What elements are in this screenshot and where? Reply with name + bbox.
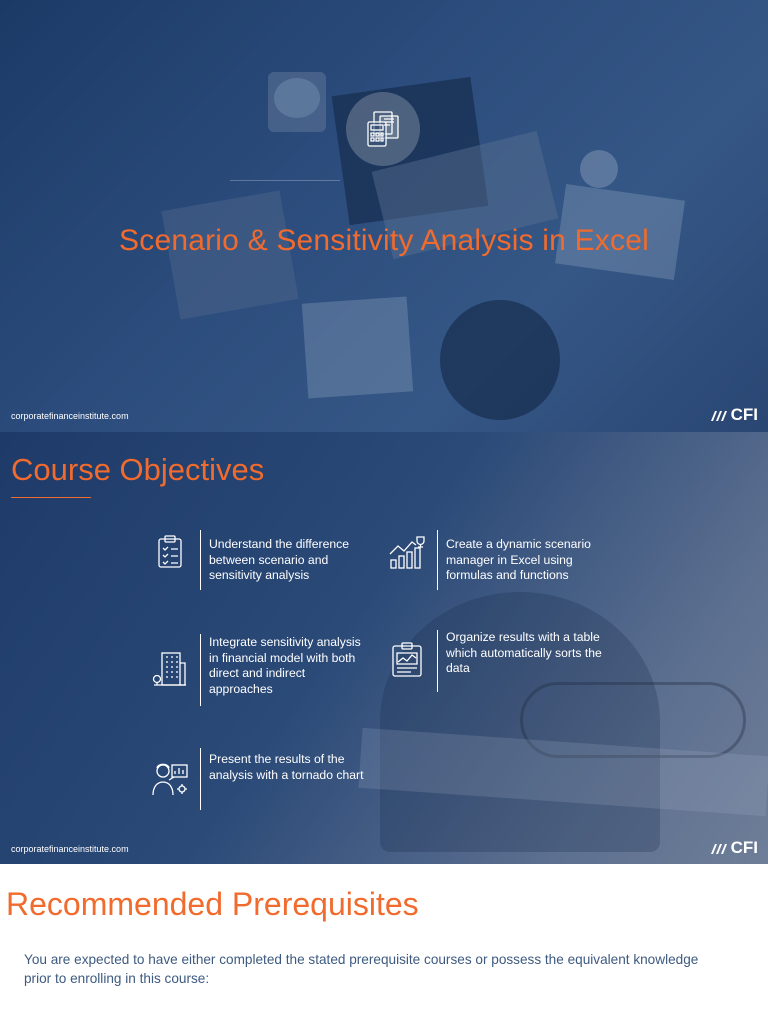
cfi-logo-icon: [711, 841, 729, 855]
course-icon-badge: [346, 92, 420, 166]
cfi-logo-text: CFI: [730, 838, 758, 857]
slide-title: Scenario & Sensitivity Analysis in Excel: [119, 224, 649, 257]
cfi-logo: [711, 838, 758, 858]
cfi-logo-text: CFI: [730, 405, 758, 424]
background-cup: [580, 150, 618, 188]
slide-title: Course Objectives: [11, 452, 265, 487]
objective-text: Integrate sensitivity analysis in financial model with both direct and indirect approaches: [209, 635, 361, 696]
objective-item: [148, 634, 367, 706]
prerequisites-slide: [0, 864, 768, 1024]
footer-url: corporatefinanceinstitute.com: [11, 844, 129, 854]
cfi-logo: [711, 405, 758, 425]
background-cactus: [274, 78, 320, 118]
title-slide: [0, 0, 768, 432]
background-paper-chart: [230, 140, 340, 181]
clipboard-checklist-icon: [155, 535, 185, 569]
growth-trophy-chart-icon: [387, 534, 427, 570]
objective-text: Create a dynamic scenario manager in Excel using formulas and functions: [446, 537, 591, 582]
presenter-chart-icon: [150, 759, 190, 797]
background-person: [440, 300, 560, 420]
prerequisites-body: You are expected to have either completed the stated prerequisite courses or possess the equivalent knowledge prior to enrolling in this course:: [24, 952, 699, 986]
objective-text: Present the results of the analysis with a tornado chart: [209, 752, 364, 782]
objective-text: Organize results with a table which automatically sorts the data: [446, 630, 602, 675]
title-underline: [11, 497, 91, 498]
slide-title: Recommended Prerequisites: [6, 886, 419, 922]
objective-item: [148, 748, 367, 810]
background-paper-center: [302, 296, 413, 398]
cfi-logo-icon: [711, 408, 729, 422]
objective-item: [385, 630, 606, 692]
objective-item: [148, 530, 367, 590]
calculator-documents-icon: [360, 106, 406, 152]
footer-url: corporatefinanceinstitute.com: [11, 411, 129, 421]
building-icon: [152, 649, 188, 687]
objective-text: Understand the difference between scenario and sensitivity analysis: [209, 537, 350, 582]
objectives-slide: [0, 432, 768, 864]
objective-item: [385, 530, 606, 590]
report-chart-icon: [389, 641, 425, 679]
